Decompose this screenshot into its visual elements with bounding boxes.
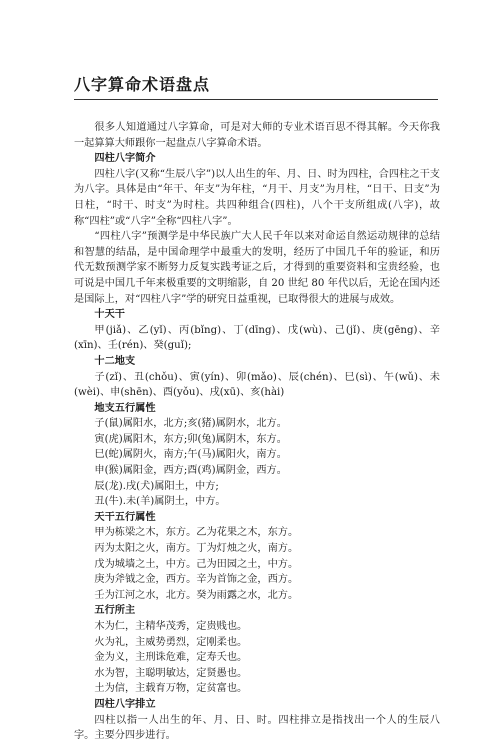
- list-item: 水为智，主聪明敏达，定贤愚也。: [94, 667, 248, 679]
- list-item: 申(猴)属阳金，西方;酉(鸡)属阴金，西方。: [94, 465, 287, 477]
- list-item: 丑(牛).未(羊)属阴土，中方。: [94, 496, 226, 508]
- list-item: 丙为太阳之火，南方。丁为灯烛之火，南方。: [94, 543, 299, 555]
- section-heading-stem-elements: 天干五行属性: [94, 510, 156, 523]
- list-item: 戊为城墙之土，中方。己为田园之土，中方。: [94, 558, 299, 570]
- intro-paragraph: 很多人知道通过八字算命，可是对大师的专业术语百思不得其解。今天你我一起算算大师跟你一起盘点八字算命术语。: [74, 122, 440, 149]
- document-title: 八字算命术语盘点: [74, 72, 438, 100]
- heavenly-stems-text: 甲(jiǎ)、乙(yǐ)、丙(bǐng)、丁(dīng)、戊(wù)、己(jǐ)、庚(gēng)、辛(xīn)、壬(rén)、癸(guǐ);: [74, 324, 440, 352]
- section-paragraph: 四柱八字(又称“生辰八字”)以人出生的年、月、日、时为四柱，合四柱之干支为八字。具体是由“年干、年支”为年柱，“月干、月支”为月柱，“日干、日支”为日柱，“时干、时支”为时柱。共四种组合(四柱)，八个干支所组成(八字)，故称“四柱”或“八字”全称“四柱八字”。: [74, 168, 440, 227]
- list-item: 甲为栋梁之木，东方。乙为花果之木，东方。: [94, 527, 299, 539]
- list-item: 木为仁，主精华茂秀，定贵贱也。: [94, 621, 248, 632]
- section-paragraph: 四柱以指一人出生的年、月、日、时。四柱排立是指找出一个人的生辰八字。主要分四步进行。: [74, 714, 440, 742]
- list-item: 庚为斧钺之金，西方。辛为首饰之金，西方。: [94, 574, 299, 586]
- section-heading-five-elements: 五行所主: [94, 604, 136, 617]
- section-heading-pillar-setup: 四柱八字排立: [94, 697, 156, 710]
- list-item: 巳(蛇)属阴火，南方;午(马)属阳火，南方。: [94, 449, 287, 461]
- section-paragraph: “四柱八字”预测学是中华民族广大人民千年以来对命运自然运动规律的总结和智慧的结晶，是中国命理学中最重大的发明，经历了中国几千年的验证，和历代无数预测学家不断努力反复实践考证之后，才得到的重要资料和宝贵经验，也可说是中国几千年来极重要的文明缩影，自 20 世纪 80 年代以后，无论在国内还是国际上，对“四柱八字”学的研究日益重视，已取得很大的进展与成效。: [74, 231, 440, 305]
- list-item: 壬为江河之水，北方。癸为雨露之水，北方。: [94, 589, 299, 601]
- list-item: 金为义，主刑诛危难，定寿夭也。: [94, 652, 248, 664]
- list-item: 寅(虎)属阳木，东方;卯(兔)属阴木，东方。: [94, 433, 287, 445]
- list-item: 火为礼，主威势勇烈，定刚柔也。: [94, 636, 248, 648]
- list-item: 土为信，主载育万物，定贫富也。: [94, 683, 248, 695]
- section-heading-earthly-branches: 十二地支: [94, 354, 136, 367]
- list-item: 子(鼠)属阳水，北方;亥(猪)属阴水，北方。: [94, 418, 287, 430]
- list-item: 辰(龙).戌(犬)属阳土，中方;: [94, 480, 219, 492]
- section-heading-intro: 四柱八字简介: [94, 152, 156, 165]
- section-heading-branch-elements: 地支五行属性: [94, 401, 156, 414]
- earthly-branches-text: 子(zǐ)、丑(chǒu)、寅(yín)、卯(mǎo)、辰(chén)、巳(sì)、午(wǔ)、未(wèi)、申(shēn)、酉(yǒu)、戌(xū)、亥(hài): [74, 371, 440, 399]
- section-heading-heavenly-stems: 十天干: [94, 308, 125, 321]
